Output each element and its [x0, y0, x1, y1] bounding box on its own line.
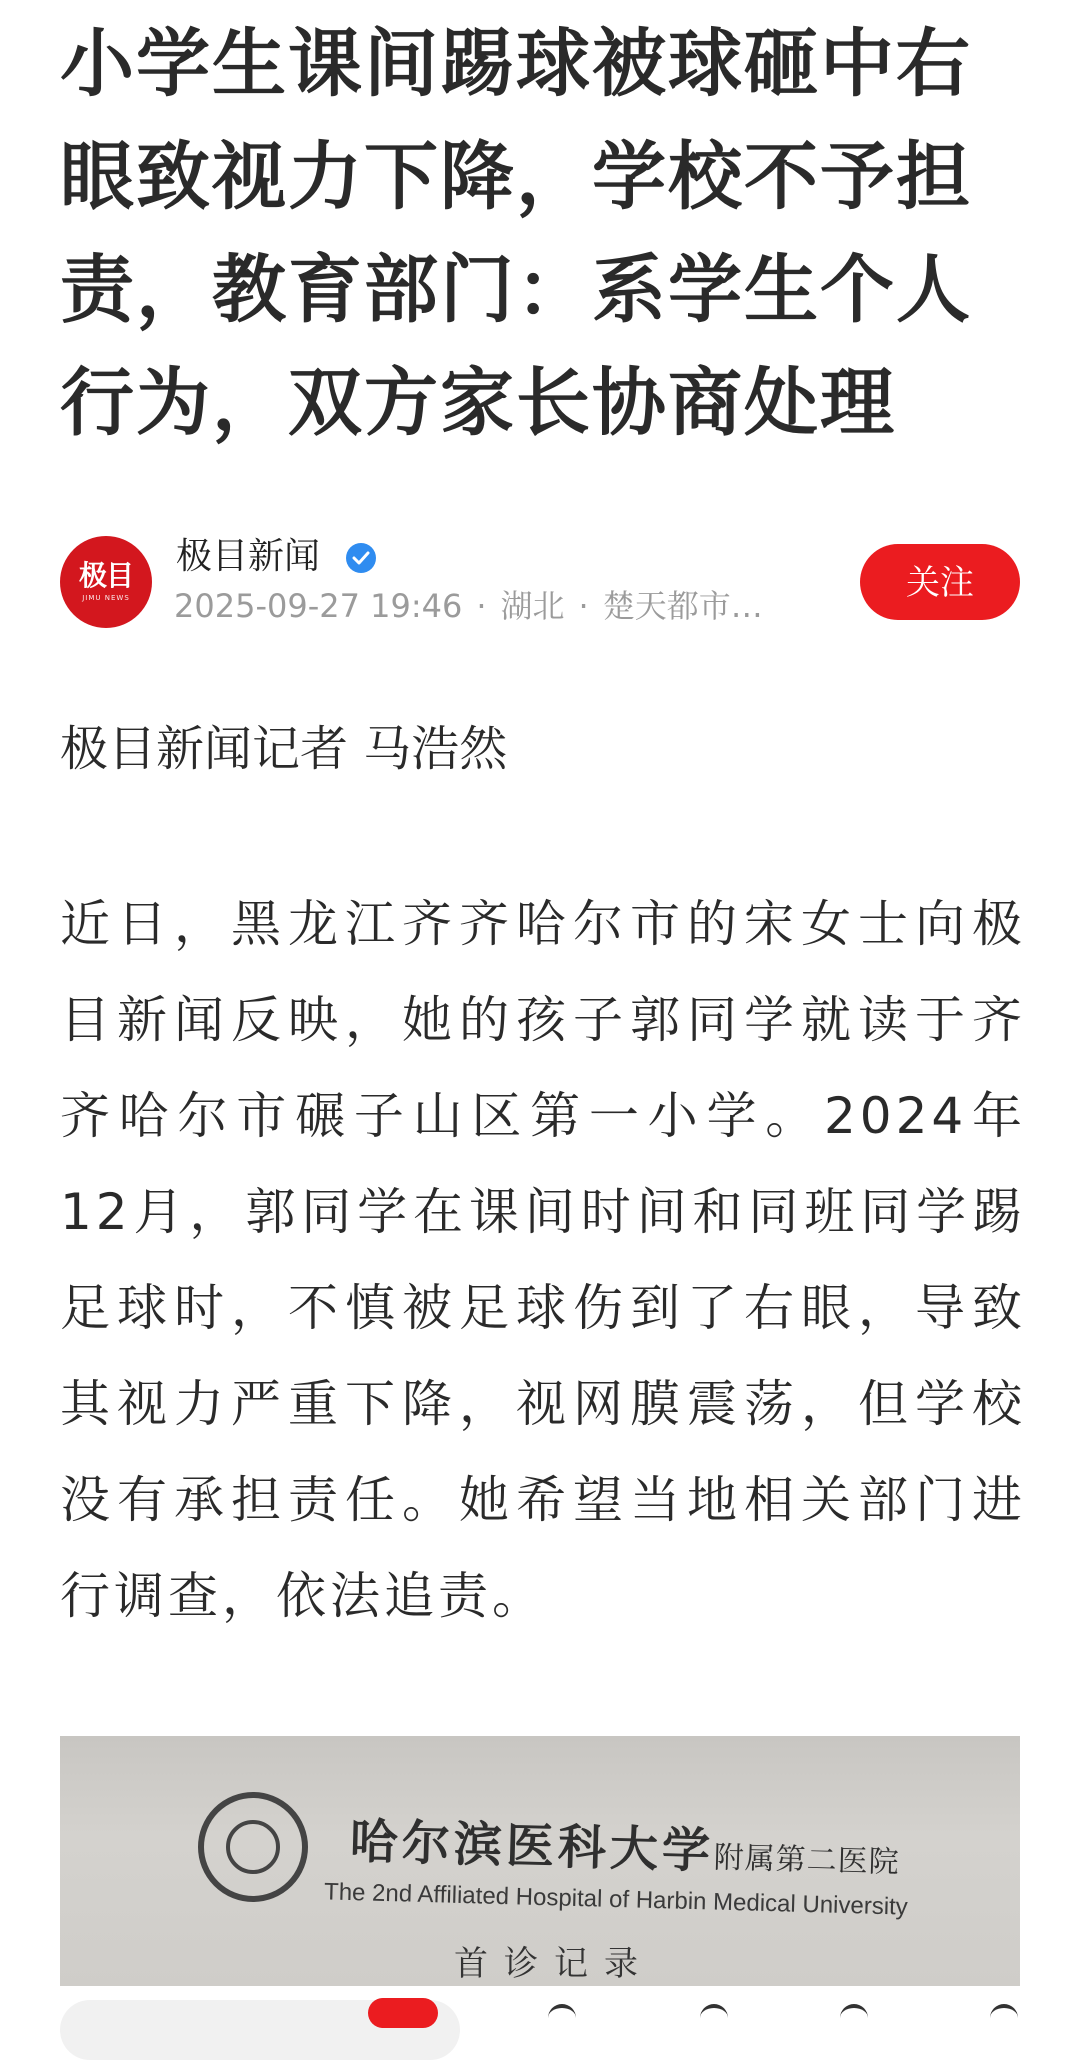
bookmark-icon[interactable] — [700, 2004, 728, 2032]
publish-location: 湖北 — [500, 587, 565, 625]
article-paragraph: 近日，黑龙江齐齐哈尔市的宋女士向极目新闻反映，她的孩子郭同学就读于齐齐哈尔市碾子山区第一小学。2024年12月，郭同学在课间时间和同班同学踢足球时，不慎被足球伤到了右眼，导致其视力严重下降，视网膜震荡，但学校没有承担责任。她希望当地相关部门进行调查，依法追责。 — [60, 895, 1026, 1625]
photo-hospital-name-suffix: 附属第二医院 — [713, 1840, 901, 1881]
meta-separator: · — [578, 587, 589, 625]
verified-check-icon — [346, 543, 376, 573]
photo-record-title: 首诊记录 — [454, 1944, 654, 1984]
seal-inner-ring — [226, 1820, 280, 1874]
source-avatar[interactable] — [60, 536, 152, 628]
photo-hospital-name — [349, 1803, 901, 1886]
hospital-seal-icon — [198, 1792, 308, 1902]
author-row — [60, 534, 1020, 634]
like-icon[interactable] — [840, 2004, 868, 2032]
photo-hospital-english-name: The 2nd Affiliated Hospital of Harbin Medical University — [323, 1878, 909, 1921]
source-logo-subtext: JIMU NEWS — [82, 594, 130, 602]
publisher-name: 楚天都市… — [602, 587, 763, 625]
photo-hospital-name-main: 哈尔滨医科大学 — [349, 1813, 715, 1880]
reporter-byline: 极目新闻记者 马浩然 — [60, 721, 508, 777]
meta-separator: · — [476, 587, 487, 625]
source-logo-text: 极目 — [78, 559, 133, 592]
bottom-action-bar — [0, 1990, 1080, 2026]
article-meta — [174, 584, 763, 628]
more-icon[interactable] — [990, 2004, 1018, 2032]
source-name[interactable]: 极目新闻 — [176, 536, 321, 577]
comment-count-badge — [368, 1998, 438, 2028]
share-icon[interactable] — [548, 2004, 576, 2032]
article-photo[interactable] — [60, 1736, 1020, 1986]
follow-button[interactable]: 关注 — [860, 544, 1020, 620]
publish-date: 2025-09-27 19:46 — [174, 587, 463, 625]
article-headline: 小学生课间踢球被球砸中右眼致视力下降，学校不予担责，教育部门：系学生个人行为，双方家长协商处理 — [60, 21, 972, 446]
